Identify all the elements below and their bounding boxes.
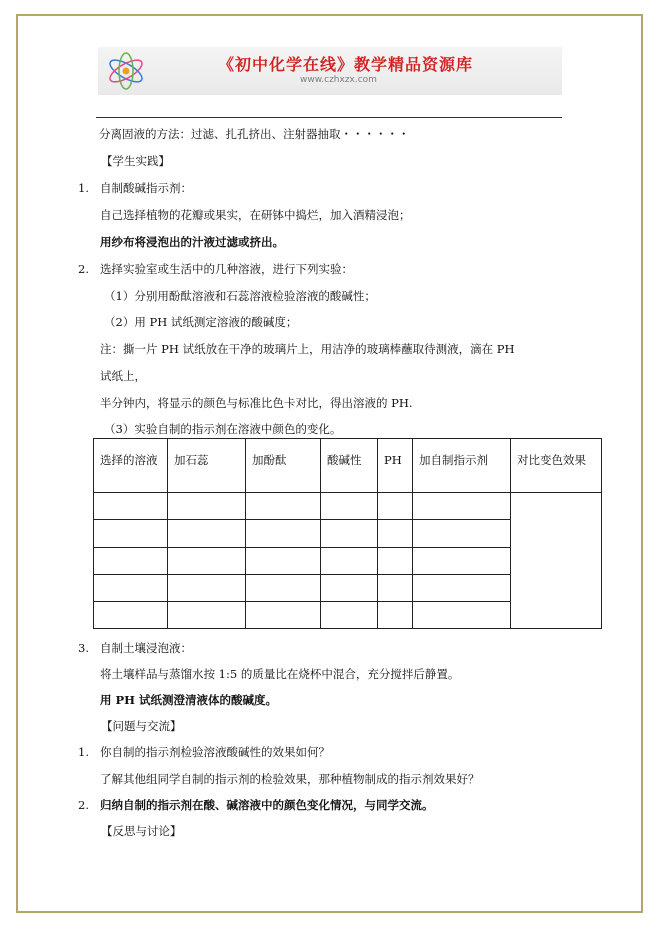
item3-line1: 将土壤样品与蒸馏水按 1:5 的质量比在烧杯中混合，充分搅拌后静置。 xyxy=(100,667,460,681)
item1-title: 自制酸碱指示剂： xyxy=(100,181,192,195)
header-color-comparison: 对比变色效果 xyxy=(511,439,602,493)
item2-number: 2. xyxy=(78,262,89,276)
item3-number: 3. xyxy=(78,641,89,655)
item1-line1: 自己选择植物的花瓣或果实，在研钵中捣烂，加入酒精浸泡； xyxy=(100,208,411,222)
note-line2: 试纸上， xyxy=(100,369,146,383)
header-acidity: 酸碱性 xyxy=(321,439,378,493)
header-litmus: 加石蕊 xyxy=(168,439,246,493)
item2-sub1: （1）分别用酚酞溶液和石蕊溶液检验溶液的酸碱性； xyxy=(104,289,376,303)
note-line1: 注：撕一片 PH 试纸放在干净的玻璃片上，用洁净的玻璃棒蘸取待测液，滴在 PH xyxy=(100,342,515,356)
header-divider xyxy=(96,117,562,118)
separation-methods: 分离固液的方法：过滤、扎孔挤出、注射器抽取・・・・・・ xyxy=(99,127,410,141)
header-ph: PH xyxy=(378,439,413,493)
merged-comparison-cell xyxy=(511,493,602,629)
indicator-results-table xyxy=(93,438,602,629)
item3-title: 自制土壤浸泡液： xyxy=(100,641,192,655)
banner-url: www.czhxzx.com xyxy=(300,75,377,85)
section-questions: 【问题与交流】 xyxy=(101,719,182,733)
q1-title: 你自制的指示剂检验溶液酸碱性的效果如何？ xyxy=(100,745,330,759)
q1-line1: 了解其他组同学自制的指示剂的检验效果，那种植物制成的指示剂效果好？ xyxy=(100,772,480,786)
item2-sub2: （2）用 PH 试纸测定溶液的酸碱度； xyxy=(104,315,298,329)
header-phenolphthalein: 加酚酞 xyxy=(246,439,321,493)
banner-title: 《初中化学在线》教学精品资源库 xyxy=(218,55,474,74)
item2-sub3: （3）实验自制的指示剂在溶液中颜色的变化。 xyxy=(104,422,342,436)
section-student-practice: 【学生实践】 xyxy=(101,154,170,168)
item1-number: 1. xyxy=(78,181,89,195)
header-homemade-indicator: 加自制指示剂 xyxy=(413,439,511,493)
item2-title: 选择实验室或生活中的几种溶液，进行下列实验： xyxy=(100,262,353,276)
item1-line2: 用纱布将浸泡出的汁液过滤或挤出。 xyxy=(100,235,284,249)
header-solution: 选择的溶液 xyxy=(94,439,168,493)
q2-title: 归纳自制的指示剂在酸、碱溶液中的颜色变化情况，与同学交流。 xyxy=(100,798,434,812)
note-line3: 半分钟内，将显示的颜色与标准比色卡对比，得出溶液的 PH. xyxy=(100,396,413,410)
q2-number: 2. xyxy=(78,798,89,812)
section-reflection: 【反思与讨论】 xyxy=(101,824,182,838)
item3-line2: 用 PH 试纸测澄清液体的酸碱度。 xyxy=(100,693,278,707)
table-row xyxy=(94,493,602,520)
q1-number: 1. xyxy=(78,745,89,759)
atom-logo-icon xyxy=(104,51,148,91)
